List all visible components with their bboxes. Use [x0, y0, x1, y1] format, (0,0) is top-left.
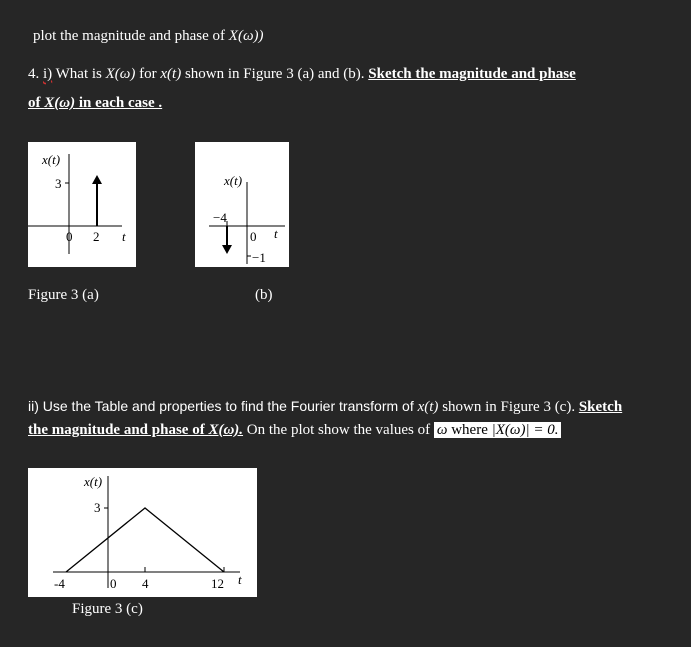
figure-3b-caption: (b)	[255, 287, 273, 303]
figure-3c-plot	[28, 468, 257, 597]
question-ii-line1: ii) Use the Table and properties to find the Fourier transform of x(t) shown in Figure 3 (c). Sketch	[28, 398, 623, 415]
figure-3a-plot	[28, 142, 136, 267]
top-line: plot the magnitude and phase of X(ω))	[33, 28, 264, 44]
fig-b-tick-neg4: −4	[213, 210, 227, 225]
figure-3b	[195, 142, 289, 267]
fig-b-xlabel: t	[274, 226, 278, 241]
fig-c-tick-3: 3	[94, 500, 101, 515]
fig-a-ylabel: x(t)	[42, 152, 61, 167]
fig-a-tick-0: 0	[66, 229, 73, 244]
fig-c-tick-12: 12	[211, 576, 224, 591]
fig-a-tick-2: 2	[93, 229, 100, 244]
triangle-signal	[66, 508, 224, 572]
fig-b-ylabel: x(t)	[224, 173, 243, 188]
figure-3c	[28, 468, 257, 597]
fig-b-tick-0: 0	[250, 229, 257, 244]
omega-zero-equation: ω where |X(ω)| = 0.	[434, 422, 562, 438]
fig-c-tick-0: 0	[110, 576, 117, 591]
fig-c-tick-neg4: -4	[54, 576, 65, 591]
impulse-arrowhead	[92, 175, 102, 184]
figure-3a	[28, 142, 136, 267]
question-4-line1: 4. i) What is X(ω) for x(t) shown in Figure 3 (a) and (b). Sketch the magnitude and phase	[28, 66, 576, 82]
fig-a-xlabel: t	[122, 229, 126, 244]
fig-b-tick-neg1: −1	[252, 250, 266, 265]
impulse-arrowhead	[222, 245, 232, 254]
figure-3c-caption: Figure 3 (c)	[72, 601, 143, 617]
fig-c-xlabel: t	[238, 572, 242, 587]
fig-c-ylabel: x(t)	[84, 474, 103, 489]
figure-3b-plot	[195, 142, 289, 267]
fig-c-tick-4: 4	[142, 576, 149, 591]
question-ii-line2: the magnitude and phase of X(ω). On the plot show the values of ω where |X(ω)| = 0.	[28, 422, 561, 439]
figure-3a-caption: Figure 3 (a)	[28, 287, 99, 303]
fig-a-tick-3: 3	[55, 176, 62, 191]
question-4-line2: of X(ω) in each case .	[28, 95, 163, 111]
